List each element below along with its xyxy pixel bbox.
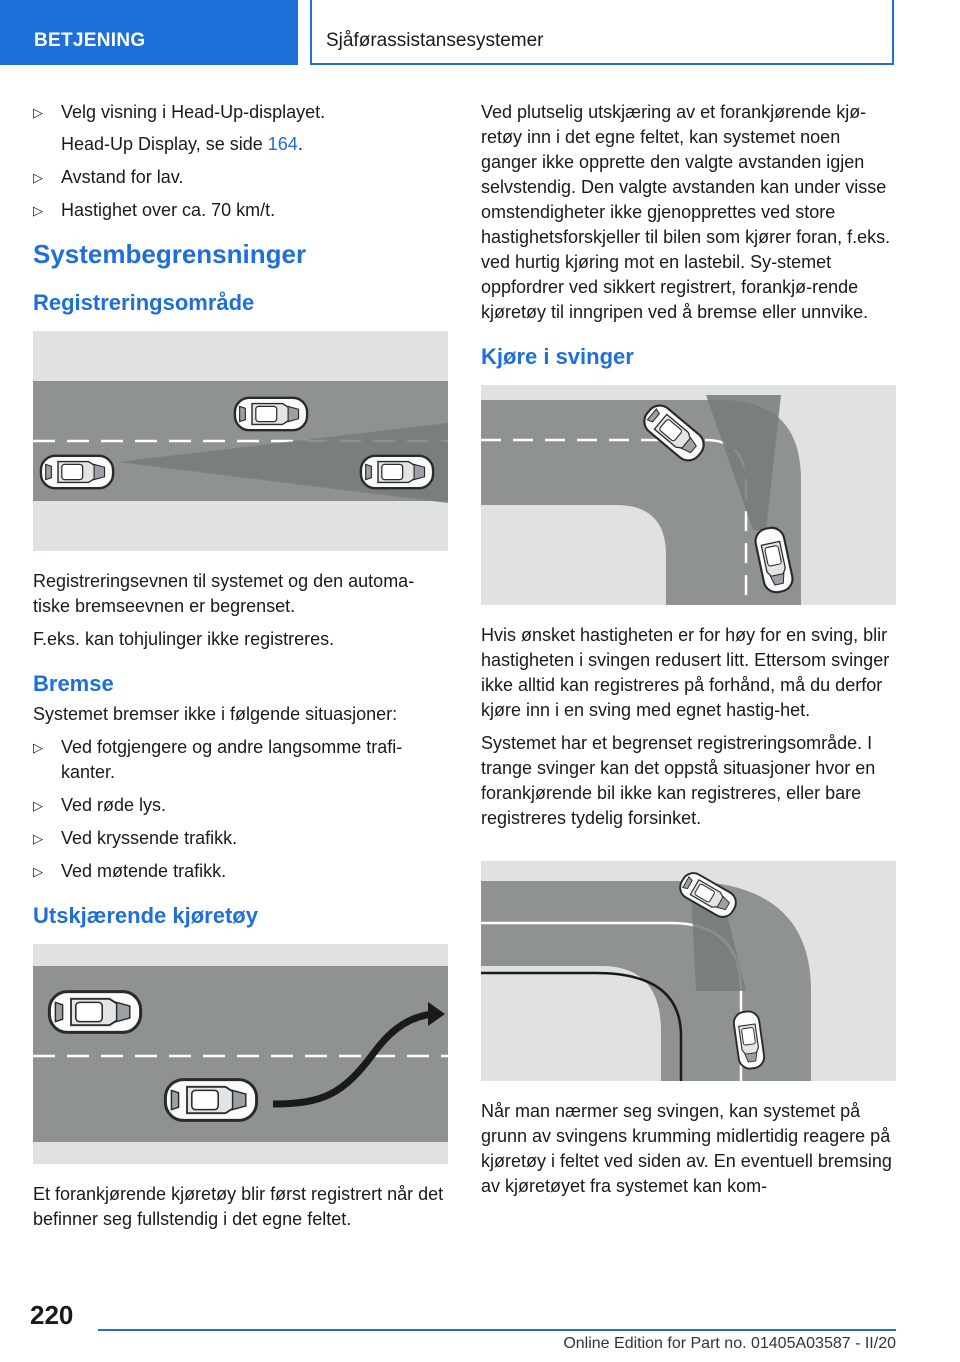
- bullet-item: [33, 826, 448, 851]
- car-topview-icon: [41, 456, 113, 488]
- triangle-bullet-icon: ▷: [33, 864, 43, 879]
- bullet-text: Avstand for lav.: [61, 167, 184, 187]
- triangle-bullet-icon: ▷: [33, 798, 43, 813]
- bullet-text: Hastighet over ca. 70 km/t.: [61, 200, 276, 220]
- subtext-suffix: .: [297, 134, 303, 154]
- bullet-text: Ved røde lys.: [61, 795, 167, 815]
- page-number: 220: [30, 1300, 74, 1330]
- bullet-item: [33, 859, 448, 884]
- car-topview-icon: [361, 456, 433, 488]
- header-chapter-title: Sjåførassistansesystemer: [310, 0, 894, 65]
- car-topview-icon: [49, 992, 140, 1033]
- right-column: [481, 100, 896, 1207]
- paragraph: Systemet har et begrenset registreringsområde. I trange svinger kan det oppstå situasjoner hvor en forankjørende bil ikke kan registreres, eller bare registreres tydelig forsinket.: [481, 733, 876, 828]
- paragraph: Registreringsevnen til systemet og den automa-tiske bremseevnen er begrenset.: [33, 571, 415, 616]
- heading-utskjaerende: Utskjærende kjøretøy: [33, 903, 258, 928]
- heading-registreringsomrade: Registreringsområde: [33, 290, 255, 315]
- page-reference-link[interactable]: 164: [267, 134, 298, 154]
- heading-systembegrensninger: Systembegrensninger: [33, 239, 307, 269]
- footer-edition: Online Edition for Part no. 01405A03587 - II/20: [563, 1335, 896, 1352]
- bullet-item: [33, 735, 448, 785]
- triangle-bullet-icon: ▷: [33, 105, 43, 120]
- car-topview-icon: [235, 398, 307, 430]
- paragraph: Systemet bremser ikke i følgende situasjoner:: [33, 704, 398, 724]
- footer-rule: [98, 1329, 896, 1331]
- figure-curve-driving: [481, 385, 896, 605]
- bullet-text: Ved fotgjengere og andre langsomme trafi-kanter.: [61, 737, 403, 782]
- paragraph: F.eks. kan tohjulinger ikke registreres.: [33, 629, 335, 649]
- left-column: [33, 100, 448, 1240]
- figure-cutting-out-vehicle: [33, 944, 448, 1164]
- bullet-item: [33, 198, 448, 223]
- bullet-subtext: [61, 132, 448, 157]
- bullet-text: Ved kryssende trafikk.: [61, 828, 238, 848]
- bullet-text: Ved møtende trafikk.: [61, 861, 227, 881]
- bullet-item: [33, 165, 448, 190]
- bullet-item: [33, 100, 448, 157]
- subtext-prefix: Head-Up Display, se side: [61, 134, 268, 154]
- triangle-bullet-icon: ▷: [33, 740, 43, 755]
- figure-detection-range: [33, 331, 448, 551]
- paragraph: Hvis ønsket hastigheten er for høy for en sving, blir hastigheten i svingen redusert litt. Ettersom svinger ikke alltid kan registreres på forhånd, må du derfor kjøre inn i en sving med egnet hastig-het.: [481, 625, 890, 720]
- triangle-bullet-icon: ▷: [33, 170, 43, 185]
- paragraph: Et forankjørende kjøretøy blir først registrert når det befinner seg fullstendig i det egne feltet.: [33, 1184, 444, 1229]
- heading-bremse: Bremse: [33, 671, 114, 696]
- header-section-tab: BETJENING: [0, 0, 298, 65]
- triangle-bullet-icon: ▷: [33, 203, 43, 218]
- figure-curve-adjacent-lane: [481, 861, 896, 1081]
- paragraph: Når man nærmer seg svingen, kan systemet på grunn av svingens krumming midlertidig reagere på kjøretøy i feltet ved siden av. En eventuell bremsing av kjøretøyet fra systemet kan kom-: [481, 1101, 892, 1196]
- car-topview-icon: [165, 1080, 256, 1121]
- heading-kjore-i-svinger: Kjøre i svinger: [481, 344, 634, 369]
- bullet-item: [33, 793, 448, 818]
- paragraph: Ved plutselig utskjæring av et forankjørende kjø-retøy inn i det egne feltet, kan systemet noen ganger ikke opprette den valgte avstanden igjen selvstendig. Den valgte avstanden kan under visse omstendigheter ikke gjenopprettes ved store hastighetsforskjeller til bilen som kjører foran, f.eks. ved hurtig kjøring mot en lastebil. Sy-stemet oppfordrer ved sikkert registrert, forankjø-rende kjøretøy til inngripen ved å bremse eller unnvike.: [481, 102, 891, 322]
- triangle-bullet-icon: ▷: [33, 831, 43, 846]
- bullet-text: Velg visning i Head-Up-displayet.: [61, 102, 326, 122]
